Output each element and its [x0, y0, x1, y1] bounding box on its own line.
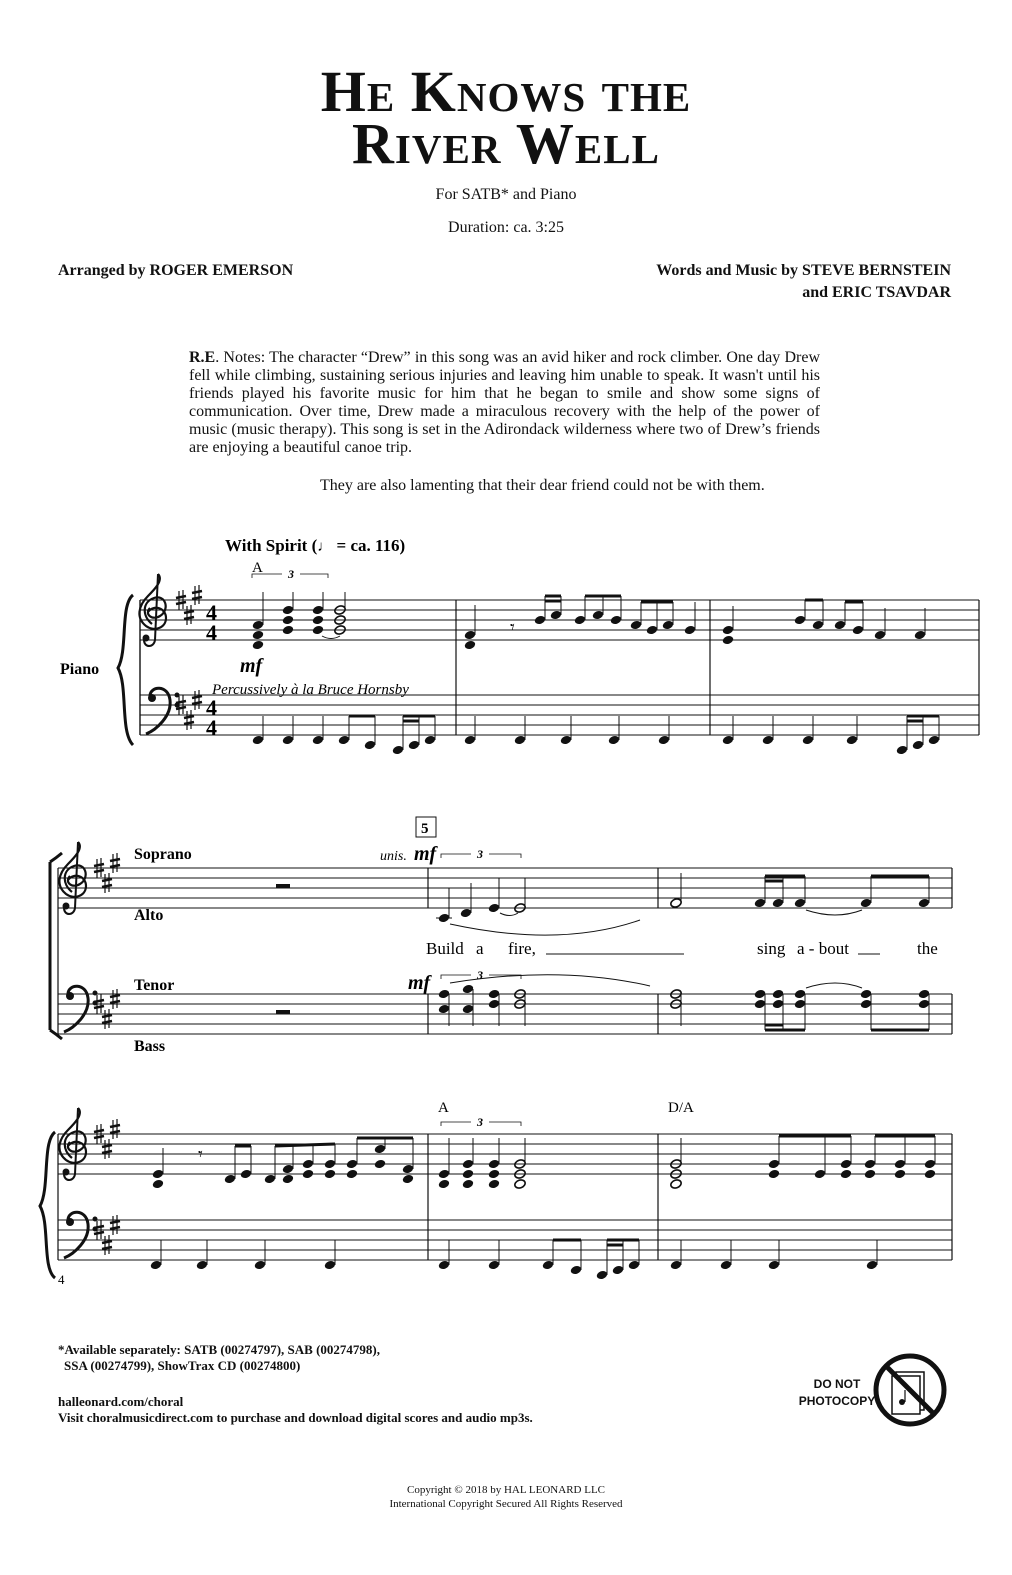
voicing: For SATB* and Piano	[435, 186, 577, 203]
system-2	[40, 817, 952, 1285]
performance-direction: Percussively à la Bruce Hornsby	[212, 682, 409, 698]
dynamic-mf: mf	[240, 655, 263, 677]
rehearsal-mark	[416, 817, 436, 837]
arranger-credit: Arranged by ROGER EMERSON	[58, 262, 294, 279]
no-photocopy-icon	[872, 1352, 948, 1428]
bass-staff	[140, 695, 979, 735]
bass-clef-icon	[64, 1212, 98, 1258]
availability-line-1: *Available separately: SATB (00274797), SAB (00274798),	[58, 1342, 380, 1357]
lyric-syllable: a	[476, 939, 484, 958]
key-signature	[94, 1119, 120, 1255]
part-label-soprano: Soprano	[134, 846, 192, 863]
copyright-line-1: Copyright © 2018 by HAL LEONARD LLC	[407, 1484, 605, 1496]
tuplet-bracket-men	[441, 968, 521, 982]
tb-staff	[58, 994, 952, 1034]
do-not-text: DO NOT	[813, 1377, 861, 1391]
tuplet-bracket	[252, 567, 328, 581]
whole-rest-icon	[276, 1010, 290, 1014]
treble-staff	[140, 600, 979, 640]
svg-text:4: 4	[206, 600, 217, 625]
part-label-alto: Alto	[134, 907, 164, 924]
svg-text:3: 3	[477, 847, 483, 861]
svg-text:3: 3	[477, 968, 483, 982]
dynamic-mf-men: mf	[408, 972, 431, 994]
bass-notes	[252, 716, 941, 755]
title-line-2: River Well	[352, 111, 660, 176]
svg-text:4: 4	[206, 695, 217, 720]
piano-treble-staff	[58, 1134, 952, 1174]
chord-symbol: D/A	[668, 1100, 694, 1116]
music-score	[0, 520, 1012, 1285]
svg-text:𝄾: 𝄾	[198, 1144, 203, 1164]
tuplet-bracket-piano	[441, 1115, 521, 1129]
lyric-syllable: fire,	[508, 939, 536, 958]
title-line-1: He Knows the	[320, 59, 692, 124]
bass-clef-icon	[64, 986, 98, 1032]
performance-notes	[189, 349, 820, 457]
visit-text: Visit choralmusicdirect.com to purchase and download digital scores and audio mp3s.	[58, 1410, 533, 1425]
notes-closing: They are also lamenting that their dear friend could not be with them.	[320, 477, 765, 494]
svg-text:5: 5	[421, 821, 429, 837]
time-signature	[206, 600, 217, 740]
part-label-bass: Bass	[134, 1038, 166, 1055]
composer-credit-line-1: Words and Music by STEVE BERNSTEIN	[656, 262, 951, 279]
photocopy-text: PHOTOCOPY	[798, 1394, 876, 1408]
page-number: 4	[58, 1272, 65, 1285]
piano-bass-staff	[58, 1220, 952, 1260]
lyric-syllable: Build	[426, 939, 464, 958]
lyric-syllable: the	[917, 939, 938, 958]
tuplet-bracket-voices	[441, 847, 521, 861]
rest-icon: 𝄾	[510, 617, 515, 637]
key-signature	[176, 585, 202, 730]
lyrics	[426, 939, 938, 958]
composer-credit-line-2: and ERIC TSAVDAR	[802, 284, 951, 301]
brace	[118, 595, 133, 745]
website-link[interactable]: halleonard.com/choral	[58, 1394, 184, 1409]
chord-notes	[252, 592, 347, 650]
sa-staff	[58, 868, 952, 908]
brace	[40, 1132, 55, 1278]
instrument-label-piano: Piano	[60, 661, 100, 678]
svg-text:3: 3	[288, 567, 294, 581]
melody-notes	[464, 596, 927, 650]
unis-direction: unis.	[380, 849, 407, 864]
copyright-line-2: International Copyright Secured All Rights Reserved	[389, 1498, 623, 1510]
piano-barlines	[58, 1134, 952, 1260]
key-signature	[94, 853, 120, 1029]
dynamic-mf-voices: mf	[414, 843, 437, 865]
duration: Duration: ca. 3:25	[448, 219, 564, 236]
tb-notes	[438, 975, 931, 1030]
tempo-marking: With Spirit (♩ = ca. 116)	[225, 536, 406, 555]
whole-rest-icon	[276, 884, 290, 888]
lyric-syllable: a - bout	[797, 939, 849, 958]
chord-symbol: A	[438, 1100, 449, 1116]
svg-text:3: 3	[477, 1115, 483, 1129]
notes-label: R.E	[189, 349, 216, 366]
svg-text:4: 4	[206, 620, 217, 645]
system-1	[60, 536, 979, 755]
lyric-syllable: sing	[757, 939, 786, 958]
notes-paragraph: . Notes: The character “Drew” in this song was an avid hiker and rock climber. One day Drew fell while climbing, sustaining serious injuries and leaving him unable to speak. It wasn't until his friends played his favorite music for him that he began to smile and show some signs of communication. Over time, Drew made a miraculous recovery with the help of the power of music (music therapy). This song is set in the Adirondack wilderness where two of Drew’s friends are enjoying a beautiful canoe trip.	[189, 349, 820, 456]
sa-notes	[436, 873, 930, 935]
svg-text:4: 4	[206, 715, 217, 740]
chord-symbol: A	[252, 560, 263, 576]
part-label-tenor: Tenor	[134, 977, 175, 994]
availability-line-2: SSA (00274799), ShowTrax CD (00274800)	[64, 1358, 301, 1373]
do-not-photocopy-label	[796, 1376, 878, 1410]
